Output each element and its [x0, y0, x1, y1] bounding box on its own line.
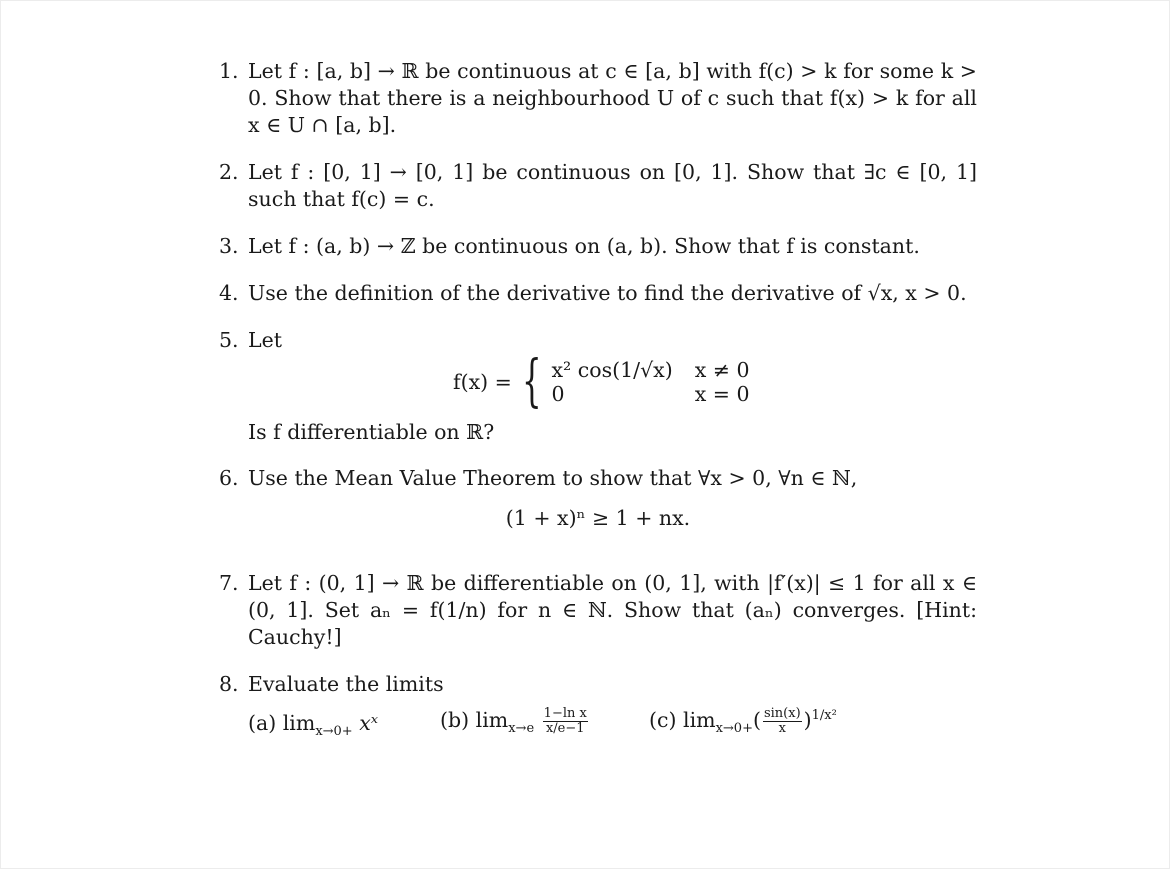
- problem-intro: Let: [248, 328, 282, 352]
- problem-5: [219, 327, 977, 446]
- problem-number: 3.: [219, 234, 239, 258]
- limit-c-label: (c): [649, 708, 677, 732]
- piecewise-definition: [453, 349, 977, 414]
- limit-b-denominator: x/e−1: [545, 721, 585, 736]
- problem-number: 4.: [219, 281, 239, 305]
- problem-text: Let f : (a, b) → ℤ be continuous on (a, b). Show that f is constant.: [248, 234, 920, 258]
- limit-b-lim: lim: [475, 708, 509, 732]
- case-1-expression: x² cos(1/√x): [551, 358, 673, 382]
- limit-c-denominator: x: [778, 721, 786, 736]
- limit-b-subscript: x→e: [508, 721, 535, 737]
- problem-text: Let f : [a, b] → ℝ be continuous at c ∈ [a, b] with f(c) > k for some k > 0. Show that there is a neighbourhood U of c such that f(x) > k for all x ∈ U ∩ [a, b].: [248, 59, 977, 137]
- limit-c: [649, 707, 837, 736]
- problem-6: [219, 465, 977, 532]
- limit-b-fraction: [543, 707, 588, 736]
- case-2-condition: x = 0: [694, 382, 750, 406]
- problem-number: 1.: [219, 59, 239, 83]
- problem-2: [219, 159, 977, 213]
- limit-c-subscript: x→0+: [715, 721, 753, 737]
- problem-text: Let f : (0, 1] → ℝ be differentiable on (0, 1], with |f′(x)| ≤ 1 for all x ∈ (0, 1]. Set aₙ = f(1/n) for n ∈ ℕ. Show that (aₙ) converges. [Hint: Cauchy!]: [248, 571, 977, 649]
- problem-number: 6.: [219, 466, 239, 490]
- limit-c-exponent: 1/x²: [811, 708, 837, 724]
- case-1-condition: x ≠ 0: [694, 358, 750, 382]
- limit-a-label: (a): [248, 711, 277, 735]
- problem-1: [219, 58, 977, 139]
- case-2-expression: 0: [551, 382, 565, 406]
- problem-7: [219, 570, 977, 651]
- inequality-display: (1 + x)ⁿ ≥ 1 + nx.: [505, 506, 691, 530]
- limit-b-numerator: 1−ln x: [543, 706, 587, 721]
- limit-a-subscript: x→0+: [315, 724, 353, 740]
- limit-c-fraction: [763, 707, 802, 736]
- problem-number: 7.: [219, 571, 239, 595]
- close-paren: ): [803, 708, 812, 732]
- problem-number: 5.: [219, 328, 239, 352]
- limit-a-lim: lim: [282, 711, 316, 735]
- limit-c-lim: lim: [683, 708, 716, 732]
- limits-row: [248, 708, 977, 744]
- problem-number: 8.: [219, 672, 239, 696]
- problem-text: Evaluate the limits: [248, 672, 444, 696]
- limit-b: [440, 707, 590, 736]
- open-paren: (: [752, 708, 761, 732]
- problem-text: Use the definition of the derivative to find the derivative of √x, x > 0.: [248, 281, 967, 305]
- problem-sheet: [219, 58, 977, 744]
- problem-8: [219, 671, 977, 744]
- problem-number: 2.: [219, 160, 239, 184]
- problem-4: [219, 280, 977, 307]
- limit-b-label: (b): [440, 708, 470, 732]
- problem-5-question: Is f differentiable on ℝ?: [248, 420, 495, 444]
- limit-a-expression: xˣ: [359, 711, 379, 735]
- piecewise-lhs: f(x) =: [453, 369, 512, 394]
- limit-a: [248, 710, 379, 740]
- problem-text: Let f : [0, 1] → [0, 1] be continuous on [0, 1]. Show that ∃c ∈ [0, 1] such that f(c) = c.: [248, 160, 977, 211]
- limit-c-numerator: sin(x): [763, 706, 801, 721]
- problem-3: [219, 233, 977, 260]
- piecewise-cases: [551, 358, 749, 406]
- problem-text: Use the Mean Value Theorem to show that ∀x > 0, ∀n ∈ ℕ,: [248, 466, 858, 490]
- left-brace: {: [521, 349, 542, 414]
